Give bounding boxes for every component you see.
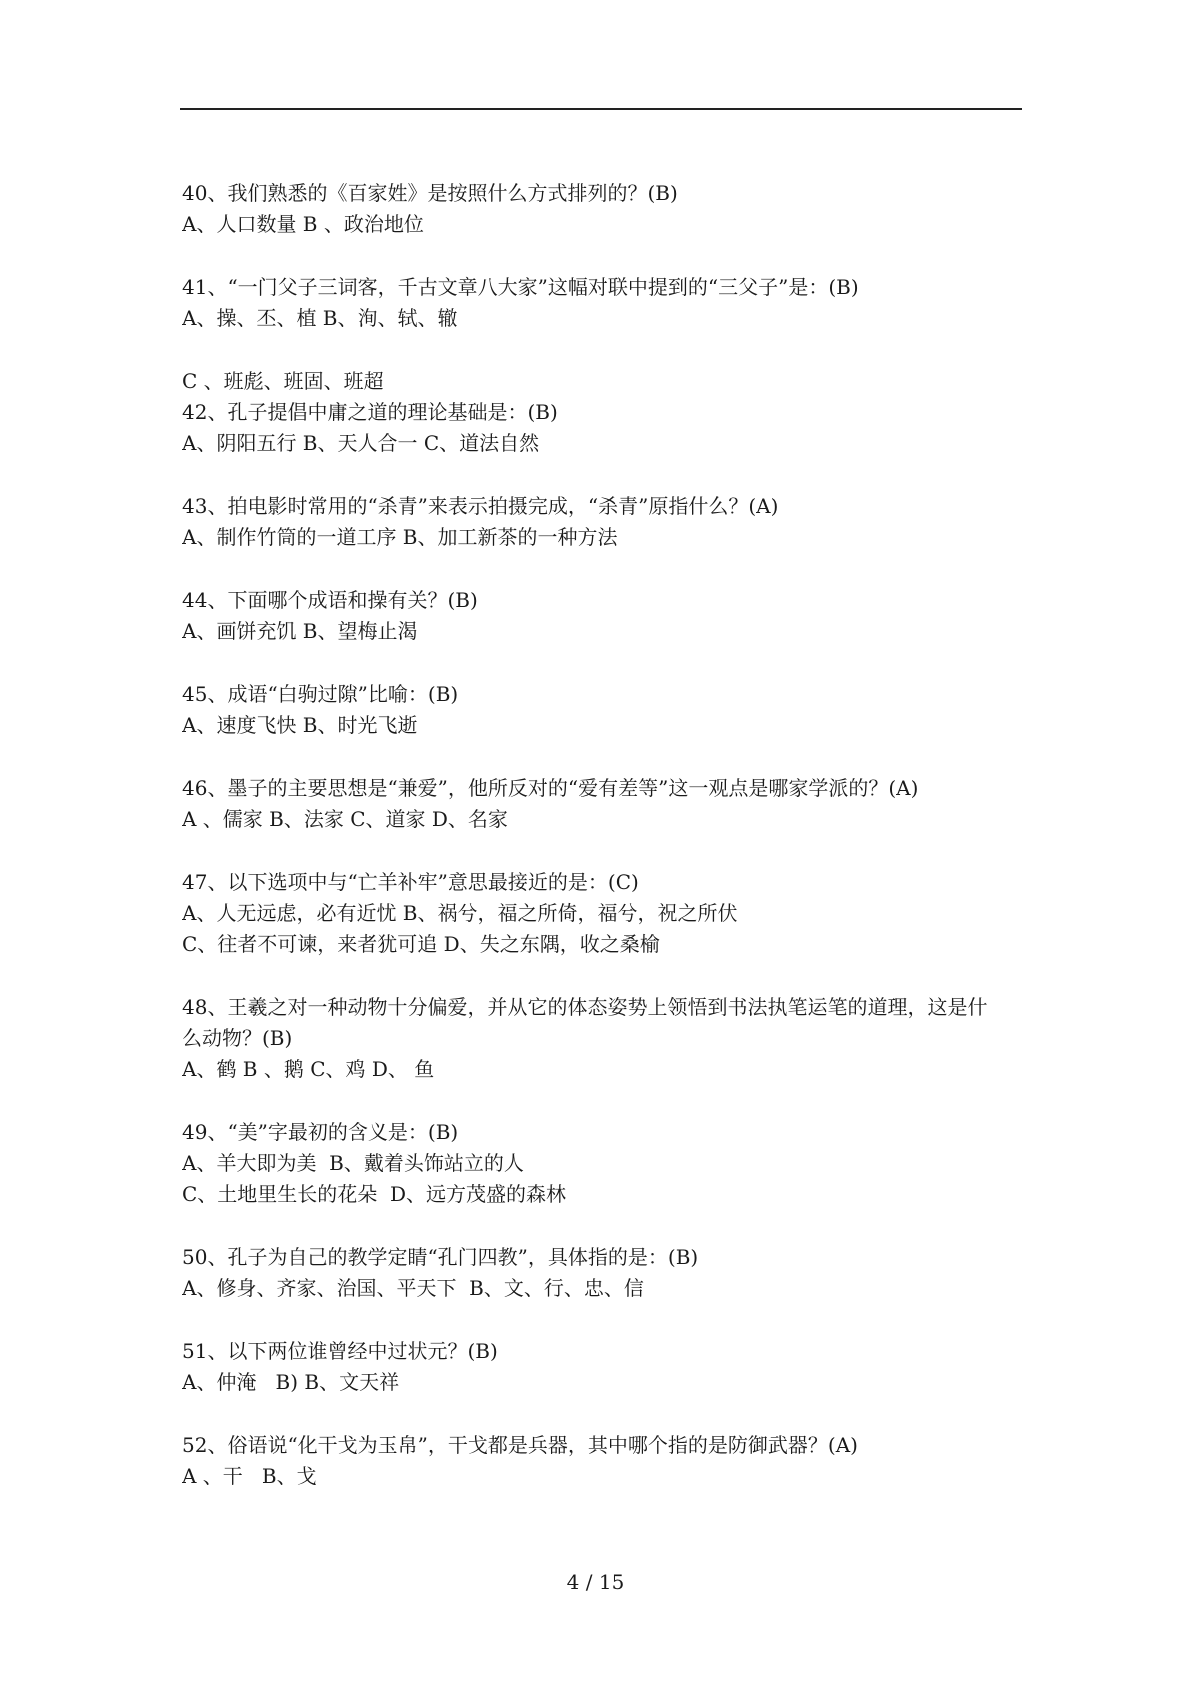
question-block [182,272,1022,334]
question-48: 48、王羲之对一种动物十分偏爱，并从它的体态姿势上领悟到书法执笔运笔的道理，这是什 [182,995,988,1019]
question-43: 43、拍电影时常用的“杀青”来表示拍摄完成，“杀青”原指什么？(A) [182,494,779,518]
question-41: 41、“一门父子三词客，千古文章八大家”这幅对联中提到的“三父子”是：(B) [182,275,859,299]
question-48-continued: 么动物？(B) [182,1026,293,1050]
options-51: A、仲淹 B) B、文天祥 [182,1370,400,1394]
question-block [182,491,1022,553]
question-block [182,773,1022,835]
question-block [182,679,1022,741]
options-41-continued: C 、班彪、班固、班超 [182,369,384,393]
question-51: 51、以下两位谁曾经中过状元？(B) [182,1339,498,1363]
question-block [182,585,1022,647]
options-52: A 、干 B、戈 [182,1464,317,1488]
options-49-cd: C、土地里生长的花朵 D、远方茂盛的森林 [182,1182,567,1206]
question-block [182,178,1022,240]
question-list [182,178,1022,1492]
question-block [182,366,1022,459]
options-43: A、制作竹筒的一道工序 B、加工新茶的一种方法 [182,525,618,549]
question-block [182,1430,1022,1492]
question-40: 40、我们熟悉的《百家姓》是按照什么方式排列的？(B) [182,181,678,205]
question-42: 42、孔子提倡中庸之道的理论基础是：(B) [182,400,558,424]
options-49-ab: A、羊大即为美 B、戴着头饰站立的人 [182,1151,524,1175]
options-41: A、操、丕、植 B、洵、轼、辙 [182,306,458,330]
question-block [182,1117,1022,1210]
options-50: A、修身、齐家、治国、平天下 B、文、行、忠、信 [182,1276,644,1300]
question-block [182,992,1022,1085]
header-rule [180,108,1022,110]
options-40: A、人口数量 B 、政治地位 [182,212,424,236]
options-44: A、画饼充饥 B、望梅止渴 [182,619,418,643]
question-46: 46、墨子的主要思想是“兼爱”，他所反对的“爱有差等”这一观点是哪家学派的？(A) [182,776,919,800]
options-47-cd: C、往者不可谏，来者犹可追 D、失之东隅，收之桑榆 [182,932,660,956]
options-45: A、速度飞快 B、时光飞逝 [182,713,418,737]
options-46: A 、儒家 B、法家 C、道家 D、名家 [182,807,508,831]
question-block [182,1242,1022,1304]
question-45: 45、成语“白驹过隙”比喻：(B) [182,682,459,706]
question-block [182,867,1022,960]
page-number: 4 / 15 [566,1570,625,1594]
question-44: 44、下面哪个成语和操有关？(B) [182,588,478,612]
question-52: 52、俗语说“化干戈为玉帛”，干戈都是兵器，其中哪个指的是防御武器？(A) [182,1433,858,1457]
question-47: 47、以下选项中与“亡羊补牢”意思最接近的是：(C) [182,870,639,894]
question-block [182,1336,1022,1398]
options-48: A、鹤 B 、鹅 C、鸡 D、 鱼 [182,1057,435,1081]
options-42: A、阴阳五行 B、天人合一 C、道法自然 [182,431,540,455]
options-47-ab: A、人无远虑，必有近忧 B、祸兮，福之所倚，福兮，祝之所伏 [182,901,738,925]
question-50: 50、孔子为自己的教学定睛“孔门四教”，具体指的是：(B) [182,1245,699,1269]
question-49: 49、“美”字最初的含义是：(B) [182,1120,459,1144]
